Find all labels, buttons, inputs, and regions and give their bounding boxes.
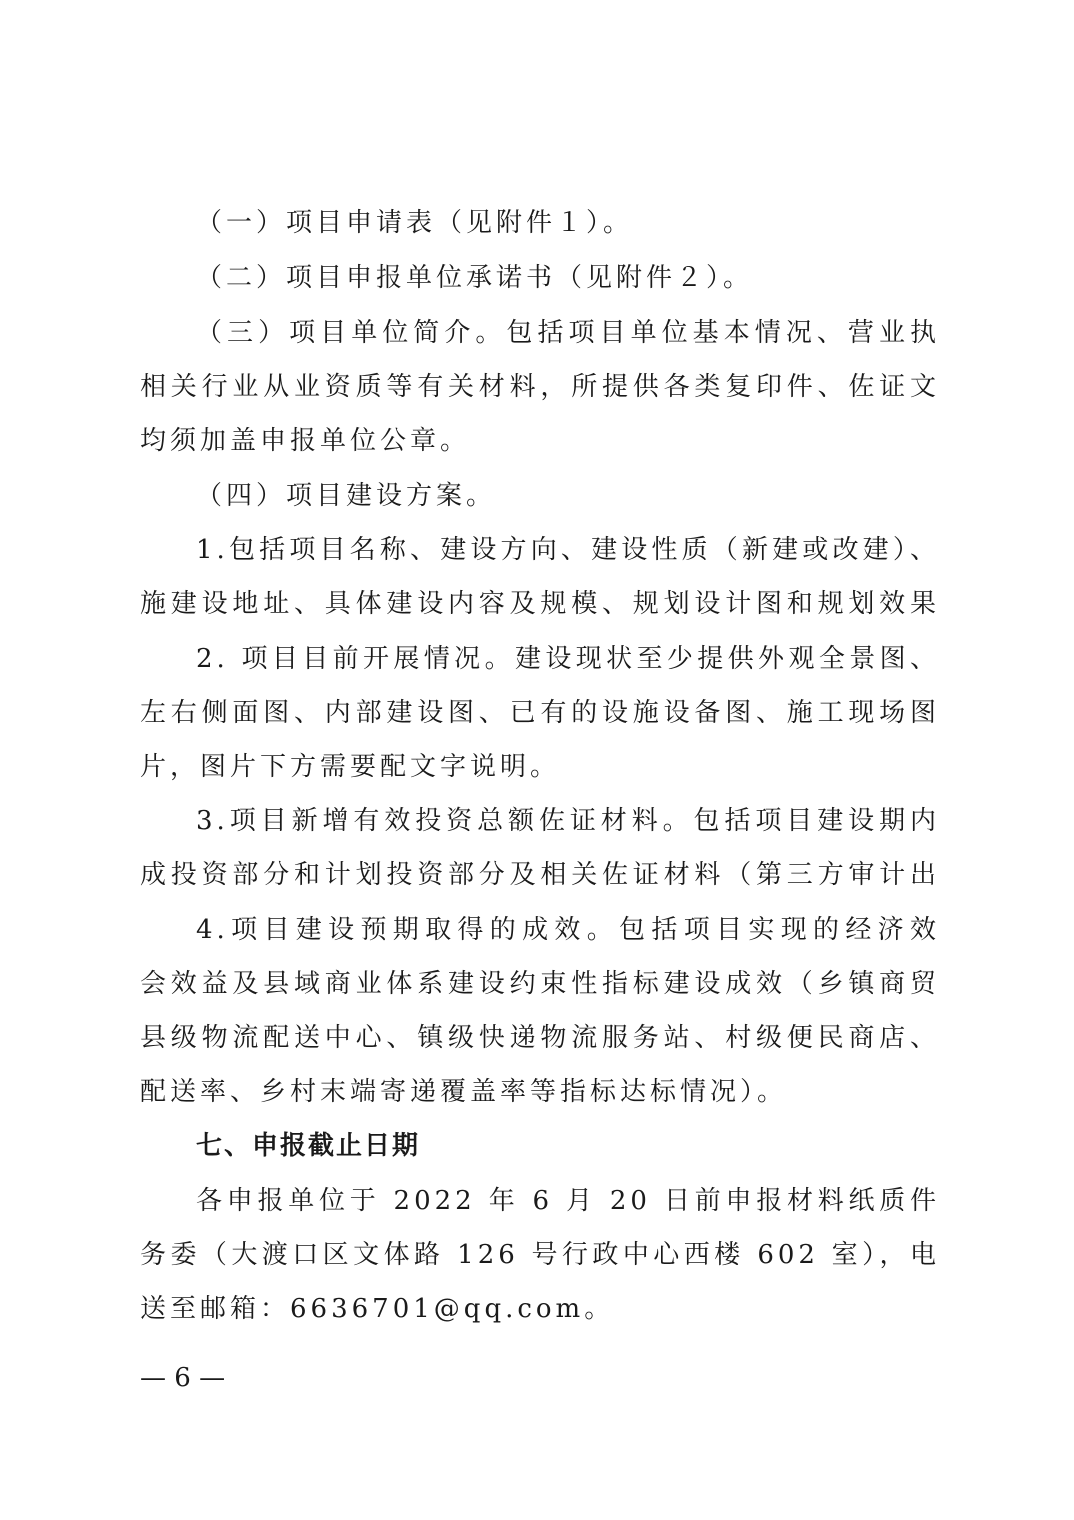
point-1-line-2: 施建设地址、具体建设内容及规模、规划设计图和规划效果	[140, 589, 940, 619]
point-2-line-3: 片，图片下方需要配文字说明。	[140, 752, 561, 782]
deadline-line-2: 务委（大渡口区文体路 126 号行政中心西楼 602 室），电	[140, 1240, 940, 1270]
point-4-line-2: 会效益及县域商业体系建设约束性指标建设成效（乡镇商贸	[140, 969, 940, 999]
item-1-application-form: （一）项目申请表（见附件１）。	[196, 208, 634, 238]
page-number: — 6 —	[140, 1363, 226, 1393]
deadline-line-3: 送至邮箱：6636701@qq.com。	[140, 1294, 615, 1324]
point-4-line-1: 4.项目建设预期取得的成效。包括项目实现的经济效	[196, 915, 940, 945]
item-4-heading: （四）项目建设方案。	[196, 481, 497, 511]
point-3-line-1: 3.项目新增有效投资总额佐证材料。包括项目建设期内	[196, 806, 940, 836]
point-1-line-1: 1.包括项目名称、建设方向、建设性质（新建或改建）、	[196, 535, 940, 565]
point-2-line-1: 2. 项目目前开展情况。建设现状至少提供外观全景图、	[196, 644, 940, 674]
point-3-line-2: 成投资部分和计划投资部分及相关佐证材料（第三方审计出	[140, 860, 940, 890]
point-2-line-2: 左右侧面图、内部建设图、已有的设施设备图、施工现场图	[140, 698, 940, 728]
point-4-line-4: 配送率、乡村末端寄递覆盖率等指标达标情况）。	[140, 1077, 788, 1107]
item-3-line-1: （三）项目单位简介。包括项目单位基本情况、营业执	[196, 318, 940, 348]
section-7-heading: 七、申报截止日期	[196, 1131, 421, 1161]
deadline-line-1: 各申报单位于 2022 年 6 月 20 日前申报材料纸质件	[196, 1186, 940, 1216]
item-3-line-3: 均须加盖申报单位公章。	[140, 426, 471, 456]
item-3-line-2: 相关行业从业资质等有关材料，所提供各类复印件、佐证文	[140, 372, 940, 402]
item-2-commitment-letter: （二）项目申报单位承诺书（见附件２）。	[196, 263, 754, 293]
point-4-line-3: 县级物流配送中心、镇级快递物流服务站、村级便民商店、	[140, 1023, 940, 1053]
